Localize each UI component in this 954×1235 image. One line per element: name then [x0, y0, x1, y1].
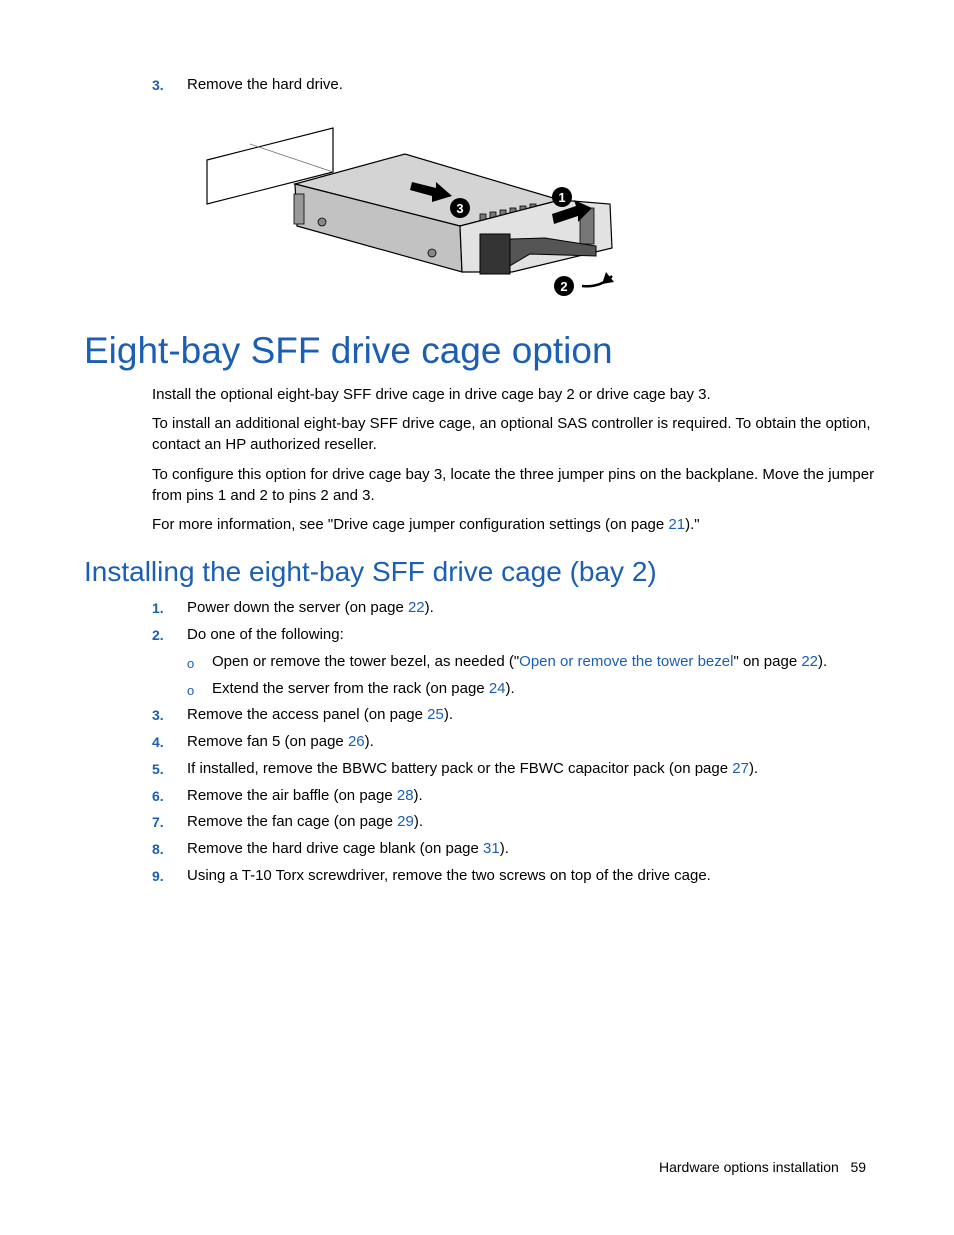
step-number: 6. — [152, 788, 164, 804]
step-number: 5. — [152, 761, 164, 777]
step-number: 3. — [152, 77, 164, 93]
callout-3-label: 3 — [456, 201, 464, 216]
sub-step-text — [212, 680, 515, 697]
step-text — [187, 760, 758, 777]
sub-step-pre: Extend the server from the rack (on page — [212, 680, 489, 697]
step-text-pre: Remove the access panel (on page — [187, 706, 428, 723]
step-text — [187, 733, 374, 750]
step-text-post: ). — [424, 599, 434, 616]
step-text — [187, 840, 509, 857]
section-title: Eight-bay SFF drive cage option — [84, 330, 613, 371]
step-number: 4. — [152, 734, 164, 750]
step-text-pre: Remove the hard drive cage blank (on page — [187, 840, 484, 857]
page-link[interactable]: 22 — [801, 653, 819, 670]
step-text: Do one of the following: — [187, 626, 344, 643]
step-text-pre: If installed, remove the BBWC battery pack or the FBWC capacitor pack (on page — [187, 760, 733, 777]
step-text-post: ). — [364, 733, 374, 750]
paragraph-1: Install the optional eight-bay SFF drive cage in drive cage bay 2 or drive cage bay 3. — [152, 386, 711, 403]
callout-1-label: 1 — [558, 190, 566, 205]
callout-2-label: 2 — [560, 279, 568, 294]
step-number: 7. — [152, 814, 164, 830]
sub-step-post: ). — [505, 680, 515, 697]
sub-step-text — [212, 653, 827, 670]
step-text — [187, 787, 423, 804]
step-text-post: ). — [413, 813, 423, 830]
sub-step-post: ). — [818, 653, 828, 670]
cross-reference-link[interactable]: Open or remove the tower bezel — [519, 653, 734, 670]
page-link[interactable]: 29 — [397, 813, 414, 830]
page-link[interactable]: 21 — [668, 516, 686, 533]
step-text — [187, 599, 434, 616]
page-link[interactable]: 27 — [732, 760, 749, 777]
paragraph-3: To configure this option for drive cage bay 3, locate the three jumper pins on the backplane. Move the jumper from pins 1 and 2 to pins 2 and 3. — [152, 466, 875, 504]
step-text-post: ). — [499, 840, 509, 857]
sub-bullet: o — [187, 656, 195, 671]
step-text-pre: Remove the fan cage (on page — [187, 813, 398, 830]
sub-bullet: o — [187, 683, 195, 698]
sub-step-pre: Open or remove the tower bezel, as needed (" — [212, 653, 520, 670]
step-number: 9. — [152, 868, 164, 884]
paragraph-4 — [152, 514, 877, 535]
paragraph-2: To install an additional eight-bay SFF drive cage, an optional SAS controller is required. To obtain the option, contact an HP authorized reseller. — [152, 415, 871, 453]
page-link[interactable]: 26 — [347, 733, 365, 750]
page-link[interactable]: 28 — [396, 787, 414, 804]
step-text-post: ). — [443, 706, 454, 723]
page-link[interactable]: 24 — [488, 680, 506, 697]
step-number: 8. — [152, 841, 164, 857]
paragraph-4-text: For more information, see "Drive cage jumper configuration settings (on page — [152, 516, 669, 533]
page-link[interactable]: 22 — [407, 599, 425, 616]
sub-step-mid: " on page — [733, 653, 802, 670]
page-link[interactable]: 31 — [483, 840, 500, 857]
step-text: Using a T-10 Torx screwdriver, remove the two screws on top of the drive cage. — [187, 867, 711, 884]
page-link[interactable]: 25 — [427, 706, 444, 723]
step-text-pre: Remove the air baffle (on page — [187, 787, 397, 804]
page-number: 59 — [850, 1159, 867, 1175]
step-text-pre: Remove fan 5 (on page — [187, 733, 348, 750]
subsection-title: Installing the eight-bay SFF drive cage (bay 2) — [84, 556, 657, 587]
step-text-pre: Power down the server (on page — [187, 599, 408, 616]
paragraph-4-text-end: )." — [685, 516, 700, 533]
step-number: 3. — [152, 707, 164, 723]
step-number: 1. — [152, 600, 164, 616]
step-text — [187, 813, 423, 830]
hard-drive-removal-figure — [200, 122, 620, 302]
footer-section-name: Hardware options installation — [659, 1159, 839, 1175]
step-text: Remove the hard drive. — [187, 76, 343, 93]
step-text-post: ). — [748, 760, 759, 777]
page-footer — [659, 1159, 866, 1175]
step-text-post: ). — [413, 787, 423, 804]
step-text — [187, 706, 453, 723]
step-number: 2. — [152, 627, 164, 643]
